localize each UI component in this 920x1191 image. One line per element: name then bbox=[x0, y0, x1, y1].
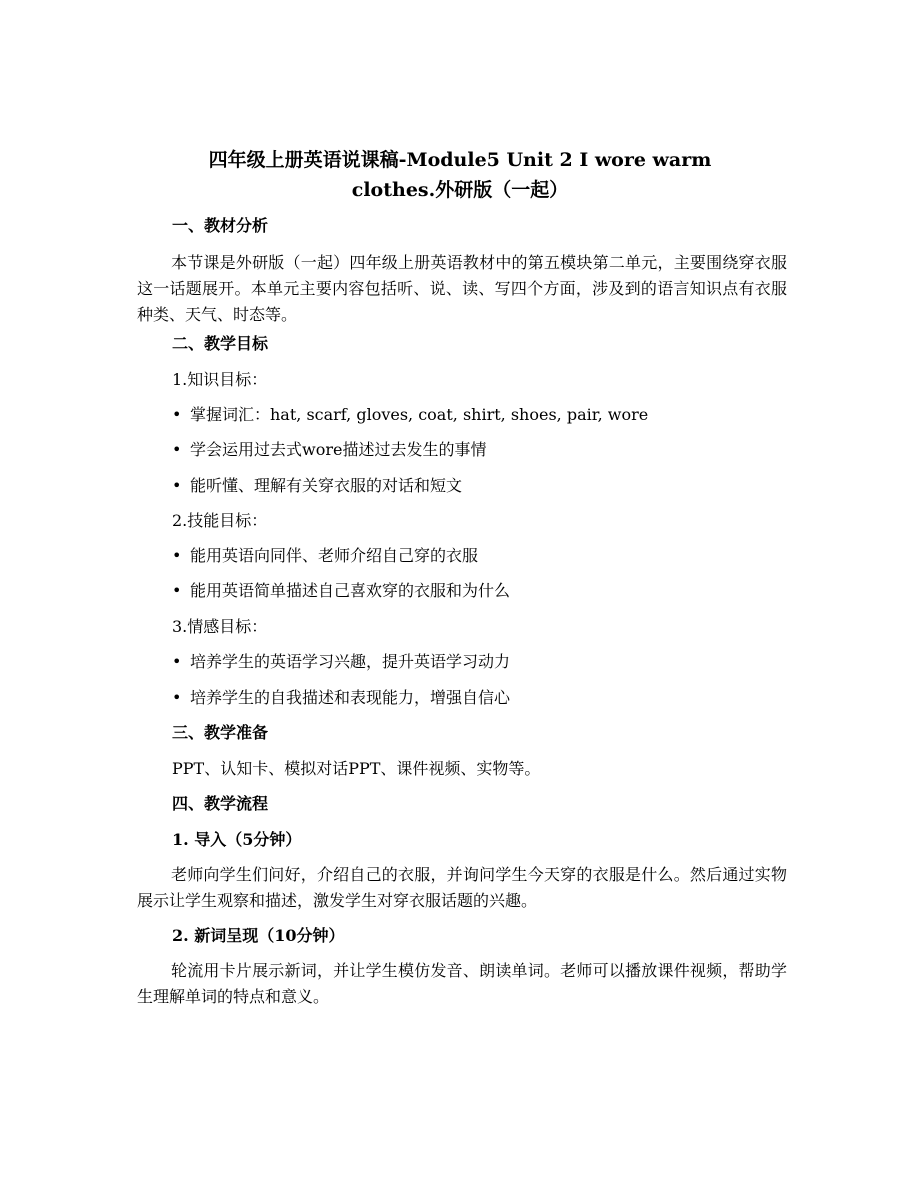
step-heading-new-words: 2. 新词呈现（10分钟） bbox=[172, 926, 345, 945]
list-item bbox=[172, 579, 510, 603]
list-item bbox=[172, 544, 478, 568]
list-item-text: 能听懂、理解有关穿衣服的对话和短文 bbox=[190, 476, 463, 495]
list-item-text: 培养学生的自我描述和表现能力，增强自信心 bbox=[190, 688, 511, 707]
list-item bbox=[172, 403, 648, 427]
list-item bbox=[172, 438, 486, 462]
section-heading-preparation: 三、教学准备 bbox=[172, 723, 269, 742]
knowledge-objectives-label: 1.知识目标： bbox=[172, 370, 268, 389]
section-heading-procedure: 四、教学流程 bbox=[172, 794, 269, 813]
bullet-icon: • bbox=[172, 440, 182, 459]
list-item-text: 掌握词汇：hat, scarf, gloves, coat, shirt, shoes, pair, wore bbox=[190, 405, 649, 424]
list-item-text: 培养学生的英语学习兴趣，提升英语学习动力 bbox=[190, 652, 511, 671]
intro-paragraph: 老师向学生们问好，介绍自己的衣服，并询问学生今天穿的衣服是什么。然后通过实物展示让学生观察和描述，激发学生对穿衣服话题的兴趣。 bbox=[137, 865, 787, 910]
step-heading-intro: 1. 导入（5分钟） bbox=[172, 830, 302, 849]
bullet-icon: • bbox=[172, 652, 182, 671]
section-heading-materials: 一、教材分析 bbox=[172, 216, 269, 235]
emotion-objectives-label: 3.情感目标： bbox=[172, 617, 268, 636]
bullet-icon: • bbox=[172, 476, 182, 495]
bullet-icon: • bbox=[172, 688, 182, 707]
document-title-line-2: clothes.外研版（一起） bbox=[351, 179, 569, 201]
list-item-text: 学会运用过去式wore描述过去发生的事情 bbox=[190, 440, 487, 459]
list-item-text: 能用英语简单描述自己喜欢穿的衣服和为什么 bbox=[190, 581, 511, 600]
list-item-text: 能用英语向同伴、老师介绍自己穿的衣服 bbox=[190, 546, 479, 565]
document-title-line-1: 四年级上册英语说课稿-Module5 Unit 2 I wore warm bbox=[208, 149, 712, 171]
list-item bbox=[172, 686, 510, 710]
bullet-icon: • bbox=[172, 581, 182, 600]
skill-objectives-label: 2.技能目标： bbox=[172, 511, 268, 530]
bullet-icon: • bbox=[172, 546, 182, 565]
new-words-paragraph: 轮流用卡片展示新词，并让学生模仿发音、朗读单词。老师可以播放课件视频，帮助学生理解单词的特点和意义。 bbox=[137, 961, 787, 1006]
bullet-icon: • bbox=[172, 405, 182, 424]
list-item bbox=[172, 474, 462, 498]
materials-paragraph: 本节课是外研版（一起）四年级上册英语教材中的第五模块第二单元，主要围绕穿衣服这一话题展开。本单元主要内容包括听、说、读、写四个方面，涉及到的语言知识点有衣服种类、天气、时态等。 bbox=[137, 253, 787, 324]
preparation-text: PPT、认知卡、模拟对话PPT、课件视频、实物等。 bbox=[172, 759, 541, 778]
section-heading-objectives: 二、教学目标 bbox=[172, 334, 269, 353]
list-item bbox=[172, 650, 510, 674]
